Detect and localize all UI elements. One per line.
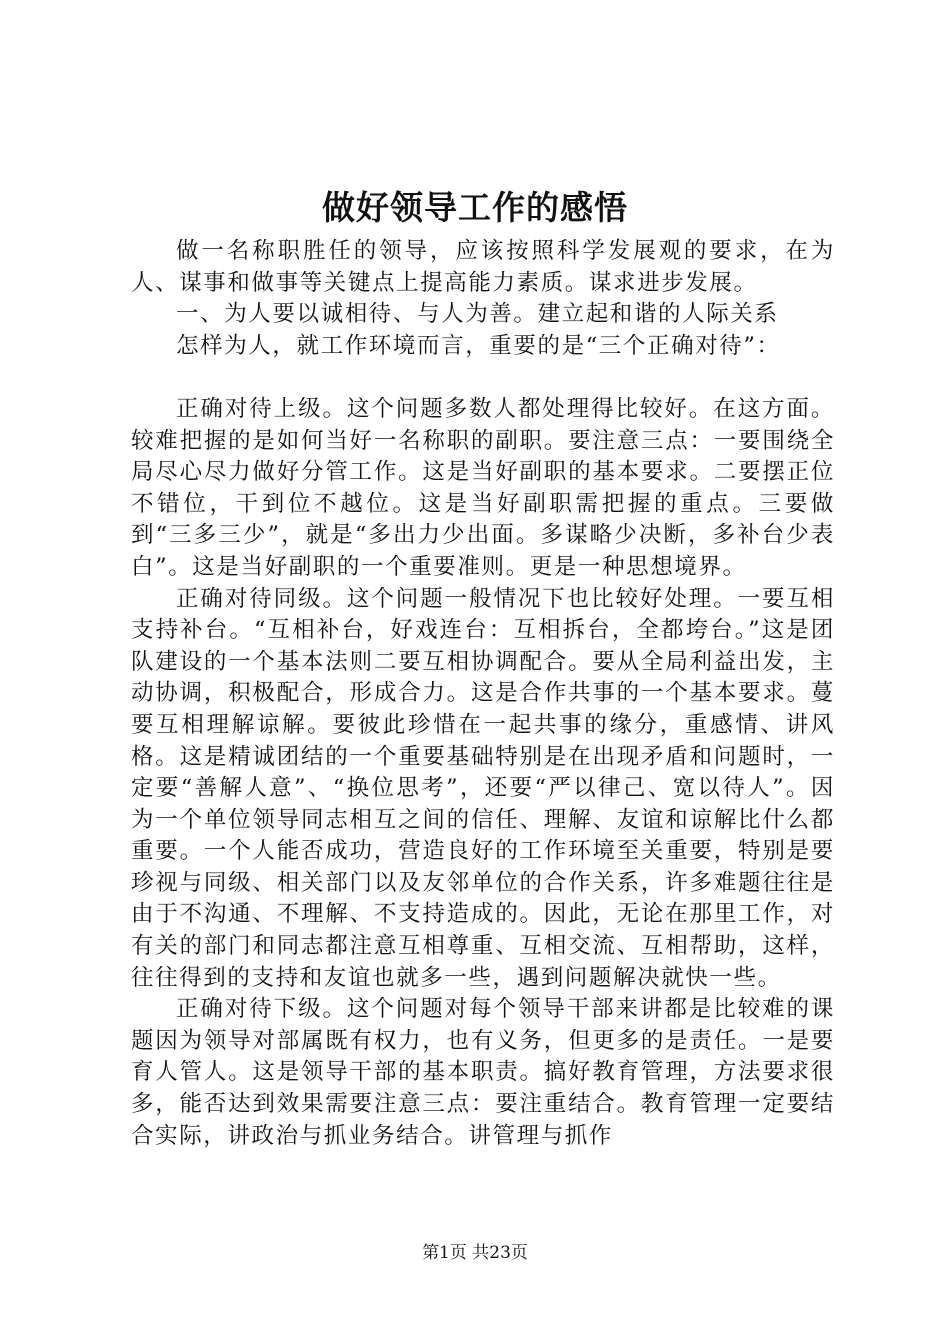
document-body xyxy=(131,236,835,1152)
paragraph: 正确对待下级。这个问题对每个领导干部来讲都是比较难的课题因为领导对部属既有权力，也有义务，但更多的是责任。一是要育人管人。这是领导干部的基本职责。搞好教育管理，方法要求很多，能否达到效果需要注意三点：要注重结合。教育管理一定要结合实际，讲政治与抓业务结合。讲管理与抓作 xyxy=(131,996,835,1149)
paragraph: 做一名称职胜任的领导，应该按照科学发展观的要求，在为人、谋事和做事等关键点上提高能力素质。谋求进步发展。 xyxy=(131,238,835,296)
paragraph: 一、为人要以诚相待、与人为善。建立起和谐的人际关系 xyxy=(176,301,779,328)
document-title: 做好领导工作的感悟 xyxy=(322,188,628,227)
paragraph: 怎样为人，就工作环境而言，重要的是“三个正确对待”： xyxy=(176,332,781,359)
page-footer: 第1页 共23页 xyxy=(422,1243,528,1263)
paragraph: 正确对待上级。这个问题多数人都处理得比较好。在这方面。较难把握的是如何当好一名称职的副职。要注意三点：一要围绕全局尽心尽力做好分管工作。这是当好副职的基本要求。二要摆正位不错位，干到位不越位。这是当好副职需把握的重点。三要做到“三多三少”，就是“多出力少出面。多谋略少决断，多补台少表白”。这是当好副职的一个重要准则。更是一种思想境界。 xyxy=(131,395,835,580)
blank-line xyxy=(131,362,835,394)
paragraph: 正确对待同级。这个问题一般情况下也比较好处理。一要互相支持补台。“互相补台，好戏连台：互相拆台，全都垮台。”这是团队建设的一个基本法则二要互相协调配合。要从全局利益出发，主动协调，积极配合，形成合力。这是合作共事的一个基本要求。蔓要互相理解谅解。要彼此珍惜在一起共事的缘分，重感情、讲风格。这是精诚团结的一个重要基础特别是在出现矛盾和问题时，一定要“善解人意”、“换位思考”，还要“严以律己、宽以待人”。因为一个单位领导同志相互之间的信任、理解、友谊和谅解比什么都重要。一个人能否成功，营造良好的工作环境至关重要，特别是要珍视与同级、相关部门以及友邻单位的合作关系，许多难题往往是由于不沟通、不理解、不支持造成的。因此，无论在那里工作，对有关的部门和同志都注意互相尊重、互相交流、互相帮助，这样，往往得到的支持和友谊也就多一些，遇到问题解决就快一些。 xyxy=(131,585,835,991)
